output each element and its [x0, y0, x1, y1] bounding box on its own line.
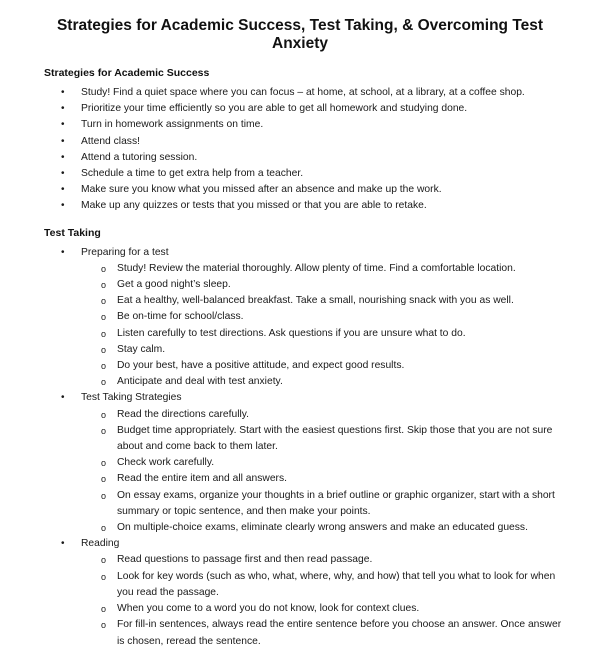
list-item-text: Study! Find a quiet space where you can focus – at home, at school, at a library, at a coffee shop.: [81, 87, 525, 98]
list-item: [44, 198, 570, 214]
sub-list-item-text: When you come to a word you do not know, look for context clues.: [117, 603, 420, 615]
bullet-icon: •: [61, 168, 65, 180]
sub-list-item-text: Stay calm.: [117, 343, 166, 355]
circle-bullet-icon: o: [101, 490, 107, 501]
circle-bullet-icon: o: [101, 571, 107, 582]
list-group: [44, 390, 570, 536]
bullet-icon: •: [61, 135, 65, 147]
sub-list-item: [44, 309, 570, 325]
sub-list: [81, 261, 570, 391]
sub-list-item: [44, 407, 570, 423]
sub-list-item: [44, 261, 570, 277]
circle-bullet-icon: o: [101, 280, 107, 291]
sub-list-item-text: Listen carefully to test directions. Ask questions if you are unsure what to do.: [117, 327, 466, 339]
sub-list-item-text: Get a good night’s sleep.: [117, 279, 231, 291]
document-title: Strategies for Academic Success, Test Taking, & Overcoming Test Anxiety: [56, 17, 544, 52]
list-group-label: Preparing for a test: [81, 246, 169, 258]
sub-list-item-text: Do your best, have a positive attitude, and expect good results.: [117, 360, 405, 372]
sub-list-item: [44, 326, 570, 342]
sub-list-item-text: Check work carefully.: [117, 457, 215, 469]
sub-list-item: [44, 488, 570, 520]
section-heading-test-taking: Test Taking: [44, 226, 101, 239]
test-taking-list: [44, 245, 570, 650]
circle-bullet-icon: o: [101, 312, 107, 323]
sub-list: [81, 407, 570, 537]
sub-list-item-text: Read the directions carefully.: [117, 408, 250, 420]
sub-list-item: [44, 374, 570, 390]
sub-list-item: [44, 358, 570, 374]
sub-list-item-text: On essay exams, organize your thoughts in a brief outline or graphic organizer, start with a short summary or topic sentence, and then make your points.: [117, 489, 555, 517]
list-item-text: Prioritize your time efficiently so you are able to get all homework and studying done.: [81, 103, 468, 115]
academic-success-list: [44, 85, 570, 215]
sub-list-item: [44, 277, 570, 293]
list-item: [44, 182, 570, 198]
list-item-text: Turn in homework assignments on time.: [81, 119, 264, 131]
bullet-icon: •: [61, 119, 65, 131]
list-group: [44, 536, 570, 649]
bullet-icon: •: [61, 151, 65, 163]
circle-bullet-icon: o: [101, 344, 107, 355]
list-group-label: Reading: [81, 538, 120, 550]
bullet-icon: •: [61, 103, 65, 115]
sub-list-item-text: Study! Review the material thoroughly. Allow plenty of time. Find a comfortable location.: [117, 262, 516, 274]
list-item-text: Make sure you know what you missed after an absence and make up the work.: [81, 184, 442, 196]
circle-bullet-icon: o: [101, 604, 107, 615]
list-group: [44, 245, 570, 391]
circle-bullet-icon: o: [101, 328, 107, 339]
sub-list-item: [44, 617, 570, 649]
sub-list-item: [44, 342, 570, 358]
circle-bullet-icon: o: [101, 523, 107, 534]
bullet-icon: •: [61, 87, 65, 98]
bullet-icon: •: [61, 200, 65, 212]
list-item: [44, 85, 570, 101]
list-item: [44, 117, 570, 133]
list-item: [44, 150, 570, 166]
bullet-icon: •: [61, 538, 65, 550]
sub-list-item-text: Anticipate and deal with test anxiety.: [117, 376, 283, 388]
circle-bullet-icon: o: [101, 555, 107, 566]
circle-bullet-icon: o: [101, 620, 107, 631]
section-heading-academic-success: Strategies for Academic Success: [44, 67, 210, 79]
circle-bullet-icon: o: [101, 409, 107, 420]
sub-list-item-text: Look for key words (such as who, what, where, why, and how) that tell you what to look for when you read the passage.: [117, 570, 556, 598]
circle-bullet-icon: o: [101, 377, 107, 388]
sub-list-item-text: Read questions to passage first and then read passage.: [117, 554, 373, 566]
bullet-icon: •: [61, 246, 65, 258]
circle-bullet-icon: o: [101, 474, 107, 485]
sub-list-item: [44, 520, 570, 536]
sub-list-item: [44, 569, 570, 601]
sub-list-item: [44, 455, 570, 471]
bullet-icon: •: [61, 392, 65, 404]
circle-bullet-icon: o: [101, 263, 107, 274]
list-item: [44, 101, 570, 117]
sub-list-item-text: Budget time appropriately. Start with the easiest questions first. Skip those that you are not sure about and come back to them later.: [117, 424, 553, 453]
sub-list-item-text: Be on-time for school/class.: [117, 311, 244, 323]
sub-list-item: [44, 471, 570, 487]
list-group-label: Test Taking Strategies: [81, 392, 182, 404]
circle-bullet-icon: o: [101, 361, 107, 372]
sub-list: [81, 552, 570, 649]
list-item-text: Attend a tutoring session.: [81, 151, 198, 163]
list-item-text: Make up any quizzes or tests that you missed or that you are able to retake.: [81, 200, 427, 212]
sub-list-item-text: Read the entire item and all answers.: [117, 473, 287, 485]
sub-list-item: [44, 601, 570, 617]
list-item: [44, 134, 570, 150]
list-item-text: Schedule a time to get extra help from a teacher.: [81, 168, 304, 180]
sub-list-item-text: On multiple-choice exams, eliminate clearly wrong answers and make an educated guess.: [117, 522, 528, 534]
list-item: [44, 166, 570, 182]
circle-bullet-icon: o: [101, 296, 107, 307]
bullet-icon: •: [61, 184, 65, 196]
sub-list-item-text: Eat a healthy, well-balanced breakfast. Take a small, nourishing snack with you as well.: [117, 295, 514, 307]
list-item-text: Attend class!: [81, 135, 140, 147]
sub-list-item: [44, 423, 570, 455]
sub-list-item-text: For fill-in sentences, always read the entire sentence before you choose an answer. Once answer is chosen, reread the sentence.: [117, 619, 562, 647]
sub-list-item: [44, 293, 570, 309]
circle-bullet-icon: o: [101, 425, 107, 436]
circle-bullet-icon: o: [101, 458, 107, 469]
sub-list-item: [44, 552, 570, 568]
